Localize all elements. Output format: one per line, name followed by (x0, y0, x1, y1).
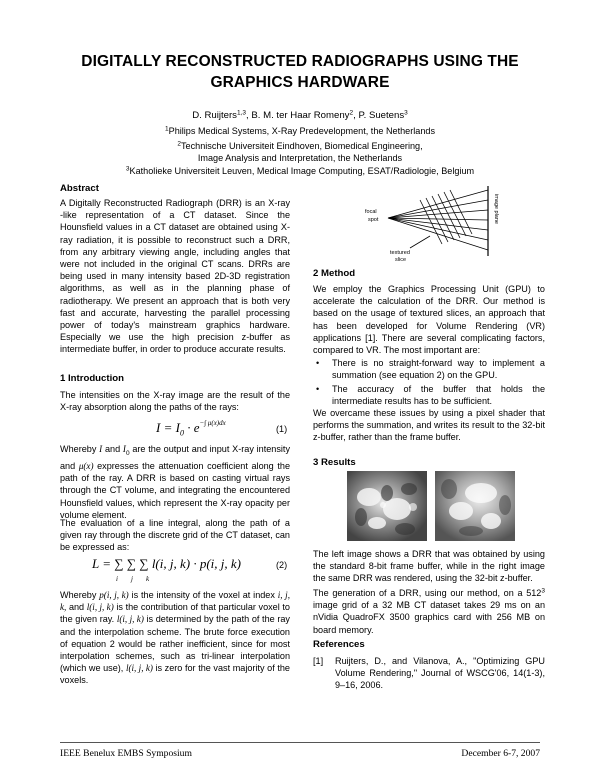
bullet-marker: • (316, 358, 320, 368)
slice-label: slice (395, 257, 407, 262)
author-superscript: 1,3 (236, 109, 247, 117)
results-paragraph-1: The left image shows a DRR that was obtained by using the standard 8-bit frame buffer, while in the right image the same DRR was rendered, using the 32-bit z-buffer. (313, 549, 545, 584)
equation-2-number: (2) (276, 560, 288, 570)
equation-2-sub-k: k (146, 575, 150, 583)
intro-paragraph-1: The intensities on the X-ray image are the result of the X-ray absorption along the paths of the rays: (60, 390, 290, 413)
projection-diagram (360, 186, 510, 262)
affiliation-2: $^2$Technische Universiteit Eindhoven, Biomedical Engineering, Image Analysis and Interpretation, the Netherlands (177, 140, 423, 163)
bullet-marker: • (316, 384, 320, 394)
equation-2: L = ∑ ∑ ∑ l(i, j, k) · p(i, j, k) (92, 556, 241, 571)
drr-image-32bit (435, 471, 515, 541)
affiliation-3: $^3$Katholieke Universiteit Leuven, Medical Image Computing, ESAT/Radiologie, Belgium (125, 165, 475, 176)
equation-1-number: (1) (276, 424, 288, 434)
method-bullet-2: The accuracy of the buffer that holds the intermediate results has to be sufficient. (332, 384, 545, 407)
slice-pointer (410, 236, 430, 248)
image-plane-label: image plane (493, 194, 499, 224)
author-list: D. Ruijters$^{1,3}$, B. M. ter Haar Romeny$^2$, P. Suetens$^3$ (192, 109, 408, 121)
introduction-heading: 1 Introduction (60, 373, 124, 384)
author-superscript: 2 (349, 109, 354, 117)
footer-right: December 6-7, 2007 (461, 748, 540, 759)
slice-line (450, 190, 472, 234)
affiliation-1: $^1$Philips Medical Systems, X-Ray Predevelopment, the Netherlands (165, 125, 435, 136)
equation-2-sub-i: i (116, 575, 118, 583)
references-heading: References (313, 639, 365, 650)
spot-label: spot (368, 217, 379, 223)
abstract-text: A Digitally Reconstructed Radiograph (DRR) is an X-ray -like representation of a CT dataset. Since the Hounsfield values in a CT dataset are obtained using X-ray radiation, it is possible to reconstruct such a DRR, from any arbitrary viewing angle, including angles that were not included in the original CT scans. DRRs are being used in many intensity based 2D-3D registration algorithms, as well as in the planning phase of radiotherapy. We present an approach that is both very fast and accurate, harvesting the parallel processing power of today's mainstream graphics hardware. Especially we use the high precision z-buffer as intermediate buffer, in order to produce accurate results. (60, 198, 290, 355)
reference-number: [1] (313, 656, 324, 666)
paper-title: DIGITALLY RECONSTRUCTED RADIOGRAPHS USING THE GRAPHICS HARDWARE (81, 53, 519, 91)
abstract-heading: Abstract (60, 183, 99, 194)
author-superscript: 3 (404, 109, 408, 117)
slice-line (444, 192, 466, 236)
method-paragraph-1: We employ the Graphics Processing Unit (GPU) to accelerate the calculation of the DRR. Our method is based on the usage of textured slices, an approach that has been developed for Volume Rendering (VR) applications [1]. There are several complicating factors, compared to VR. The most important are: (313, 284, 545, 356)
reference-1: Ruijters, D., and Vilanova, A., "Optimizing GPU Volume Rendering," Journal of WSCG'06, 14(1-3), 9–16, 2006. (335, 656, 545, 691)
method-heading: 2 Method (313, 268, 356, 279)
author-name: B. M. ter Haar Romeny (251, 110, 350, 121)
results-paragraph-2: The generation of a DRR, using our method, on a $512^3$ image grid of a 32 MB CT dataset takes 29 ms on an nVidia QuadroFX 3500 graphics card with 256 MB on board memory. (313, 587, 545, 635)
drr-image-8bit (347, 471, 427, 541)
method-paragraph-2: We overcame these issues by using a pixel shader that performs the summation, and writes its result to the 32-bit z-buffer, rather than the frame buffer. (313, 408, 545, 443)
footer-rule (60, 742, 540, 743)
intro-paragraph-4: Whereby p(i, j, k) is the intensity of the voxel at index i, j, k, and l(i, j, k) is the contribution of that particular voxel to the given ray. l(i, j, k) is determined by the path of the ray and the interpolation scheme. The brute force execution of equation 2 would be rather inefficient, since for most interpolation schemes, such as tri-linear interpolation (which we use), l(i, j, k) is zero for the vast majority of the voxels. (60, 590, 290, 686)
author-name: P. Suetens (358, 110, 405, 121)
method-bullet-1: There is no straight-forward way to implement a summation (see equation 2) on the GPU. (332, 358, 545, 381)
textured-label: textured (390, 250, 410, 256)
intro-paragraph-2: Whereby I and $I_0$ are the output and input X-ray intensity and μ(x) expresses the attenuation coefficient along the path of the ray. A DRR is based on casting virtual rays through the CT volume, and integrating the encountered Hounsfield values, which represent the X-ray opacity per volume element. (60, 444, 291, 520)
focal-label: focal (365, 209, 377, 215)
results-heading: 3 Results (313, 457, 356, 468)
author-name: D. Ruijters (192, 110, 237, 121)
equation-2-sub-j: j (131, 575, 133, 583)
intro-paragraph-3: The evaluation of a line integral, along the path of a given ray through the discrete grid of the CT dataset, can be expressed as: (60, 518, 290, 553)
ray-line (388, 200, 488, 218)
equation-1: $I = I_0 \cdot e^{-\int \mu(x)dx}$ (156, 419, 226, 438)
footer-left: IEEE Benelux EMBS Symposium (60, 748, 192, 759)
